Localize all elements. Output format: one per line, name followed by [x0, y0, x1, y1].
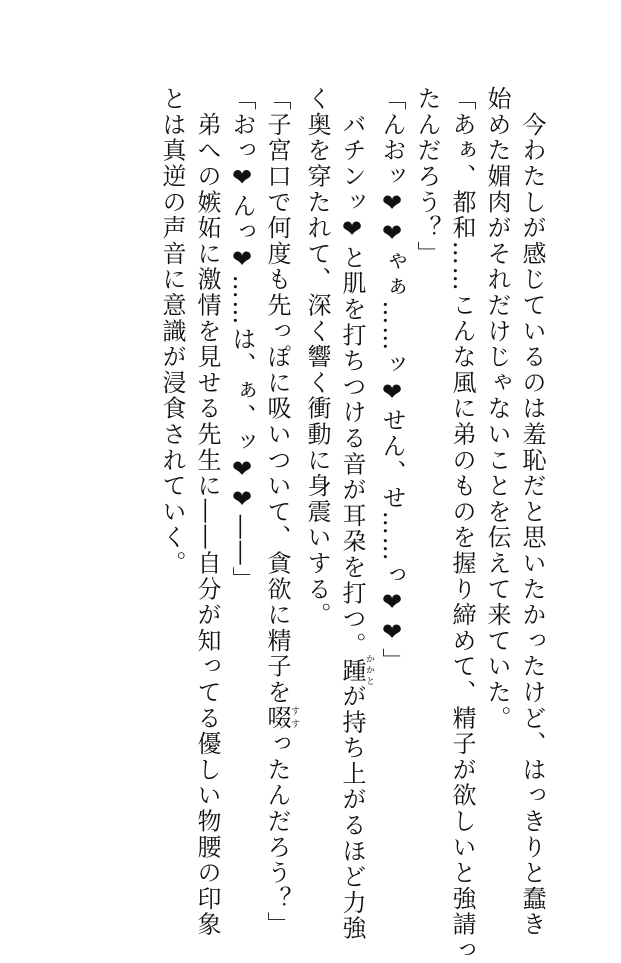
text-line-7: く奥を穿たれて、深く響く衝動に身震いする。 [303, 86, 331, 628]
text-line-3: 「あぁ、都和……こんな風に弟のものを握り締めて、精子が欲しいと強請っ [448, 86, 476, 963]
text-line-5: 「んおッ❤❤ゃぁ……ッ❤せん、せ……っ❤❤」 [378, 86, 406, 674]
ruby-susu: 啜すす [263, 705, 299, 732]
ruby-kakato: 踵かかと [338, 654, 374, 687]
text-line-6-body: バチンッ❤と肌を打ちつける音が耳朶を打つ。 [338, 86, 366, 658]
text-line-8-tail: ったんだろう？」 [263, 731, 291, 938]
text-line-1: 今わたしが感じているのは羞恥だと思いたかったけど、はっきりと蠢き [518, 86, 546, 938]
text-line-8 [259, 86, 299, 938]
text-line-4: たんだろう？」 [413, 86, 441, 267]
text-line-9: 「おっ❤んっ❤……は、ぁ、ッ❤❤――」 [228, 86, 256, 593]
text-line-11: とは真逆の声音に意識が浸食されていく。 [158, 86, 186, 577]
text-line-8-body: 「子宮口で何度も先っぽに吸いついて、貪欲に精子を [263, 86, 291, 706]
text-line-2: 始めた媚肉がそれだけじゃないことを伝えて来ていた。 [483, 86, 511, 731]
text-line-6-tail: が持ち上がるほど力強 [338, 683, 366, 942]
text-line-10: 弟への嫉妬に激情を見せる先生に――自分が知ってる優しい物腰の印象 [193, 86, 221, 938]
text-line-6 [334, 86, 374, 942]
vertical-text-body [69, 86, 549, 963]
